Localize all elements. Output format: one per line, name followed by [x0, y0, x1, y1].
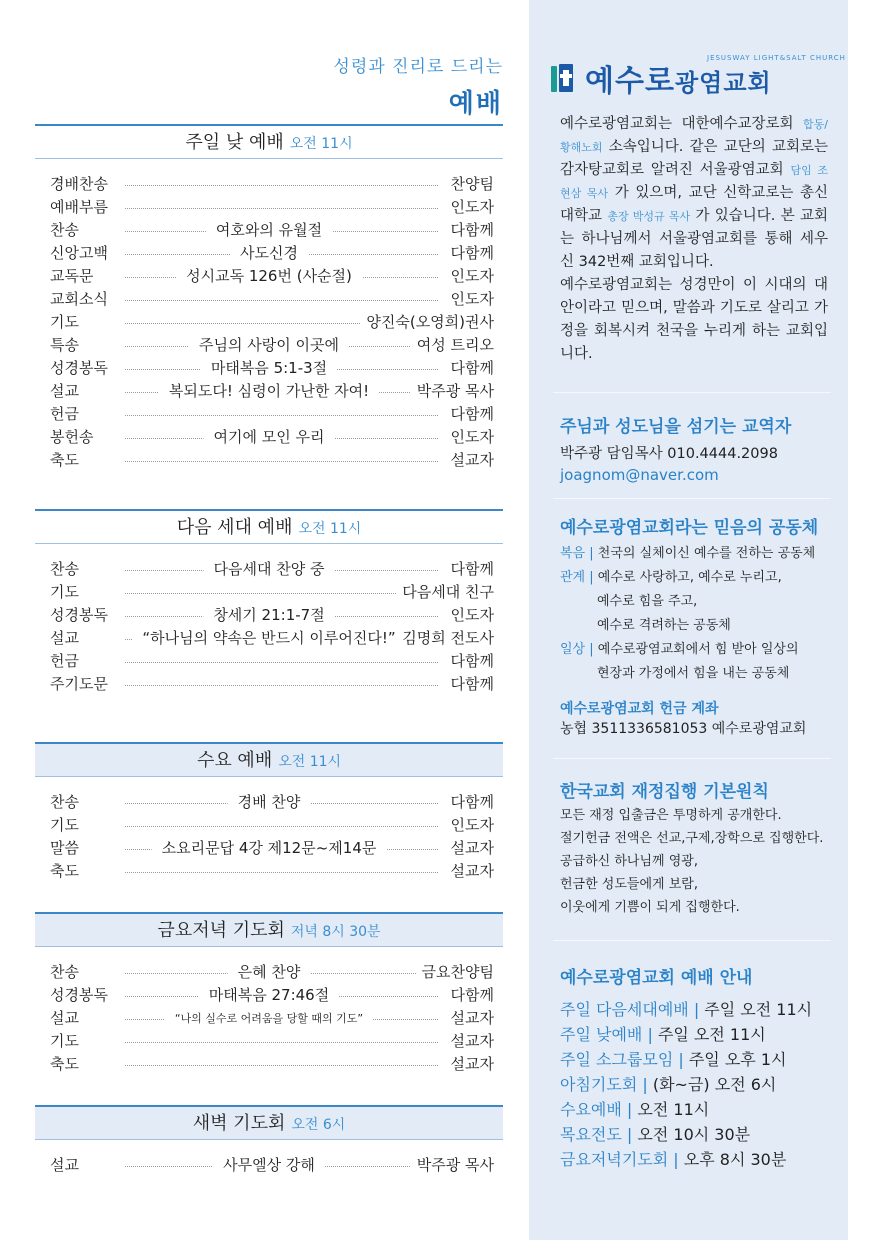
order-detail: 주님의 사랑이 이곳에: [189, 334, 349, 357]
community-item: [560, 542, 815, 566]
order-label: 기도: [50, 581, 79, 604]
staff-line: 박주광 담임목사 010.4444.2098: [560, 446, 778, 462]
dot-leader: [125, 662, 438, 663]
finance-list: [560, 804, 823, 919]
order-label: 예배부름: [50, 196, 108, 219]
account-title: 예수로광염교회 헌금 계좌: [560, 701, 719, 717]
community-key: 관계 |: [560, 570, 594, 585]
order-row: [35, 357, 503, 380]
order-list: [35, 946, 503, 1076]
schedule-name: 금요저녁기도회: [560, 1150, 669, 1169]
section-time: 오전 11시: [298, 521, 362, 537]
header-tagline: 성령과 진리로 드리는: [333, 57, 503, 77]
order-detail: 성시교독 126번 (사순절): [176, 265, 362, 288]
order-label: 설교: [50, 627, 79, 650]
section-time: 오전 11시: [289, 136, 353, 152]
order-row: [35, 449, 503, 472]
schedule-item: 금요저녁기도회 | 오후 8시 30분: [560, 1150, 787, 1169]
finance-line: 헌금한 성도들에게 보람,: [560, 877, 698, 892]
order-leader: 다함께: [445, 558, 494, 581]
order-row: [35, 558, 503, 581]
order-row: [35, 673, 503, 696]
community-text: 예수로광염교회에서 힘 받아 일상의: [597, 642, 799, 657]
order-label: 말씀: [50, 837, 79, 860]
staff-title: 주님과 성도님을 섬기는 교역자: [560, 417, 792, 437]
order-leader: 설교자: [445, 860, 494, 883]
order-leader: 박주광 목사: [411, 1154, 494, 1177]
schedule-list: [560, 997, 812, 1172]
order-leader: 설교자: [445, 449, 494, 472]
church-intro: 예수로광염교회는 대한예수교장로회 합동/황해노회 소속입니다. 같은 교단의 교회로는 감자탕교회로 알려진 서울광염교회 담임 조현삼 목사 가 있으며, 교단 신학교로는 총신대학교 총장 박성규 목사 가 있습니다. 본 교회는 하나님께서 서울광염교회를 통해 세우신 342번째 교회입니다. 예수로광염교회는 성경만이 이 시대의 대안이라고 믿으며, 말씀과 기도로 살리고 가정을 회복시켜 천국을 누리게 하는 교회입니다.: [560, 116, 829, 362]
schedule-time: 오전 11시: [637, 1100, 710, 1119]
order-leader: 다함께: [445, 242, 494, 265]
community-item: [560, 638, 799, 662]
community-item: [560, 566, 782, 590]
order-label: 기도: [50, 1030, 79, 1053]
finance-line: 절기헌금 전액은 선교,구제,장학으로 집행한다.: [560, 831, 824, 846]
order-label: 신앙고백: [50, 242, 108, 265]
service-dawn-prayer: [35, 1105, 503, 1177]
order-row: [35, 196, 503, 219]
order-detail: 여기에 모인 우리: [204, 426, 335, 449]
order-row: [35, 288, 503, 311]
community-text: 현장과 가정에서 힘을 내는 공동체: [597, 666, 790, 681]
section-header: [35, 912, 503, 946]
order-row: [35, 265, 503, 288]
schedule-time: 주일 오후 1시: [688, 1050, 787, 1069]
dot-leader: [125, 593, 438, 594]
dot-leader: [125, 461, 438, 462]
sidebar: [529, 0, 848, 1240]
order-label: 설교: [50, 1154, 79, 1177]
order-leader: 다함께: [445, 984, 494, 1007]
order-leader: 다함께: [445, 650, 494, 673]
schedule-name: 수요예배: [560, 1100, 622, 1119]
order-row: [35, 581, 503, 604]
dot-leader: [125, 1042, 438, 1043]
finance-title: 한국교회 재정집행 기본원칙: [560, 782, 769, 802]
order-leader: 인도자: [445, 265, 494, 288]
community-item: [560, 662, 789, 686]
schedule-item: 목요전도 | 오전 10시 30분: [560, 1125, 751, 1144]
order-label: 기도: [50, 311, 79, 334]
service-next-generation: [35, 509, 503, 696]
dot-leader: [125, 872, 438, 873]
schedule-name: 주일 낮예배: [560, 1025, 643, 1044]
schedule-time: 오전 10시 30분: [637, 1125, 751, 1144]
schedule-title: 예수로광염교회 예배 안내: [560, 968, 753, 988]
service-sunday: [35, 124, 503, 472]
schedule-item: 주일 소그룹모임 | 주일 오후 1시: [560, 1050, 787, 1069]
order-label: 헌금: [50, 403, 79, 426]
order-row: [35, 837, 503, 860]
order-row: [35, 604, 503, 627]
order-detail: 은혜 찬양: [228, 961, 311, 984]
order-label: 헌금: [50, 650, 79, 673]
page-header: [333, 52, 503, 120]
order-row: [35, 1030, 503, 1053]
order-leader: 인도자: [445, 196, 494, 219]
header-title: 예배: [448, 89, 503, 119]
schedule-time: (화~금) 오전 6시: [652, 1075, 777, 1094]
order-row: [35, 173, 503, 196]
section-time: 오전 6시: [291, 1117, 346, 1133]
order-leader: 다함께: [445, 219, 494, 242]
community-text: 예수로 사랑하고, 예수로 누리고,: [597, 570, 782, 585]
order-leader: 인도자: [445, 288, 494, 311]
order-label: 기도: [50, 814, 79, 837]
schedule-name: 목요전도: [560, 1125, 622, 1144]
community-item: [560, 590, 697, 614]
order-label: 찬송: [50, 961, 79, 984]
section-header: [35, 124, 503, 158]
order-detail: 복되도다! 심령이 가난한 자여!: [159, 380, 379, 403]
section-header: [35, 742, 503, 776]
staff-email[interactable]: joagnom@naver.com: [560, 466, 719, 484]
order-leader: 다함께: [445, 357, 494, 380]
community-item: [560, 614, 731, 638]
cross-logo-icon: [551, 62, 575, 94]
order-row: [35, 961, 503, 984]
section-time: 오전 11시: [278, 754, 342, 770]
order-row: [35, 426, 503, 449]
order-list: [35, 158, 503, 472]
order-label: 축도: [50, 449, 79, 472]
community-title: 예수로광염교회라는 믿음의 공동체: [560, 518, 819, 538]
section-header: [35, 509, 503, 543]
order-leader: 김명희 전도사: [396, 627, 494, 650]
order-label: 교회소식: [50, 288, 108, 311]
order-label: 설교: [50, 380, 79, 403]
section-title: 수요 예배: [196, 750, 273, 771]
community-text: 예수로 힘을 주고,: [597, 594, 698, 609]
order-detail: “하나님의 약속은 반드시 이루어진다!”: [132, 627, 405, 650]
order-detail: “나의 실수로 어려움을 당할 때의 기도”: [165, 1007, 373, 1030]
order-row: [35, 627, 503, 650]
order-label: 성경봉독: [50, 984, 108, 1007]
dot-leader: [125, 208, 438, 209]
order-label: 봉헌송: [50, 426, 93, 449]
schedule-item: 주일 낮예배 | 주일 오전 11시: [560, 1025, 766, 1044]
order-label: 축도: [50, 860, 79, 883]
schedule-item: 아침기도회 | (화~금) 오전 6시: [560, 1075, 777, 1094]
section-title: 주일 낮 예배: [185, 132, 284, 153]
order-detail: 창세기 21:1-7절: [203, 604, 334, 627]
order-label: 경배찬송: [50, 173, 108, 196]
order-row: [35, 242, 503, 265]
dot-leader: [125, 685, 438, 686]
order-leader: 찬양팀: [445, 173, 494, 196]
account-number: 농협 3511336581053 예수로광염교회: [560, 721, 807, 737]
community-text: 예수로 격려하는 공동체: [597, 618, 731, 633]
order-detail: 마태복음 5:1-3절: [201, 357, 337, 380]
order-label: 설교: [50, 1007, 79, 1030]
community-text: 천국의 실체이신 예수를 전하는 공동체: [597, 546, 816, 561]
finance-line: 공급하신 하나님께 영광,: [560, 854, 698, 869]
dot-leader: [125, 826, 438, 827]
service-wednesday: [35, 742, 503, 883]
schedule-name: 주일 소그룹모임: [560, 1050, 674, 1069]
order-row: [35, 1007, 503, 1030]
finance-line: 이웃에게 기쁨이 되게 집행한다.: [560, 900, 740, 915]
schedule-time: 오후 8시 30분: [683, 1150, 787, 1169]
order-leader: 금요찬양팀: [416, 961, 494, 984]
logo-text: 예수로광염교회: [585, 64, 772, 99]
finance-line: 모든 재정 입출금은 투명하게 공개한다.: [560, 808, 782, 823]
order-row: [35, 860, 503, 883]
dot-leader: [125, 415, 438, 416]
order-row: [35, 403, 503, 426]
order-row: [35, 791, 503, 814]
order-label: 찬송: [50, 791, 79, 814]
order-detail: 사무엘상 강해: [213, 1154, 325, 1177]
church-logo: [551, 56, 772, 100]
section-title: 새벽 기도회: [192, 1113, 286, 1134]
order-row: [35, 984, 503, 1007]
order-leader: 인도자: [445, 426, 494, 449]
schedule-time: 주일 오전 11시: [657, 1025, 766, 1044]
order-row: [35, 814, 503, 837]
schedule-item: 주일 다음세대예배 | 주일 오전 11시: [560, 1000, 813, 1019]
order-leader: 다함께: [445, 673, 494, 696]
schedule-name: 아침기도회: [560, 1075, 638, 1094]
schedule-item: 수요예배 | 오전 11시: [560, 1100, 710, 1119]
section-time: 저녁 8시 30분: [290, 924, 381, 940]
section-header: [35, 1105, 503, 1139]
order-row: [35, 219, 503, 242]
section-title: 금요저녁 기도회: [157, 920, 285, 941]
community-key: 일상 |: [560, 642, 594, 657]
order-leader: 설교자: [445, 1030, 494, 1053]
order-leader: 다음세대 친구: [396, 581, 494, 604]
order-leader: 박주광 목사: [411, 380, 494, 403]
order-leader: 설교자: [445, 1053, 494, 1076]
order-leader: 양진숙(오영희)권사: [360, 311, 494, 334]
order-row: [35, 380, 503, 403]
dot-leader: [125, 300, 438, 301]
order-detail: 경배 찬양: [228, 791, 311, 814]
dot-leader: [125, 1065, 438, 1066]
dot-leader: [125, 185, 438, 186]
service-friday-prayer: [35, 912, 503, 1076]
section-title: 다음 세대 예배: [176, 517, 293, 538]
order-list: [35, 776, 503, 883]
order-row: [35, 334, 503, 357]
order-row: [35, 1053, 503, 1076]
community-key: 복음 |: [560, 546, 594, 561]
logo-subtitle: JESUSWAY LIGHT&SALT CHURCH: [707, 54, 846, 62]
order-leader: 인도자: [445, 814, 494, 837]
order-list: [35, 1139, 503, 1177]
order-label: 찬송: [50, 219, 79, 242]
order-leader: 설교자: [445, 837, 494, 860]
order-detail: 마태복음 27:46절: [199, 984, 339, 1007]
order-detail: 소요리문답 4강 제12문~제14문: [152, 837, 387, 860]
order-detail: 사도신경: [230, 242, 308, 265]
schedule-name: 주일 다음세대예배: [560, 1000, 689, 1019]
order-label: 성경봉독: [50, 357, 108, 380]
order-row: [35, 650, 503, 673]
order-leader: 설교자: [445, 1007, 494, 1030]
order-leader: 여성 트리오: [411, 334, 494, 357]
order-detail: 여호와의 유월절: [206, 219, 332, 242]
order-label: 축도: [50, 1053, 79, 1076]
order-label: 찬송: [50, 558, 79, 581]
order-leader: 다함께: [445, 403, 494, 426]
order-label: 성경봉독: [50, 604, 108, 627]
order-row: [35, 311, 503, 334]
order-detail: 다음세대 찬양 중: [204, 558, 335, 581]
order-leader: 다함께: [445, 791, 494, 814]
order-label: 주기도문: [50, 673, 108, 696]
order-list: [35, 543, 503, 696]
order-label: 특송: [50, 334, 79, 357]
order-leader: 인도자: [445, 604, 494, 627]
order-label: 교독문: [50, 265, 93, 288]
order-row: [35, 1154, 503, 1177]
schedule-time: 주일 오전 11시: [704, 1000, 813, 1019]
